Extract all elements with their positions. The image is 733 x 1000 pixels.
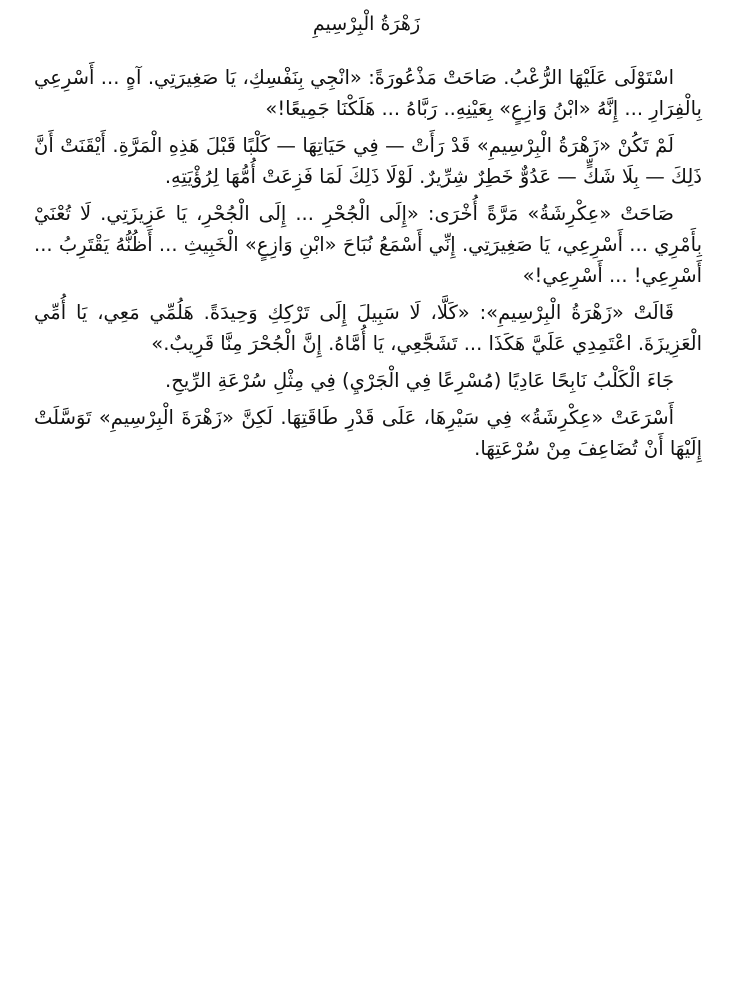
paragraph: أَسْرَعَتْ «عِكْرِشَةُ» فِي سَيْرِهَا، عَلَى قَدْرِ طَاقَتِهَا. لَكِنَّ «زَهْرَةَ الْبِرْسِيمِ» تَوَسَّلَتْ إِلَيْهَا أَنْ تُضَاعِفَ مِنْ سُرْعَتِهَا.: [34, 406, 702, 460]
page-title: زَهْرَةُ الْبِرْسِيمِ: [312, 13, 421, 35]
paragraph: لَمْ تَكُنْ «زَهْرَةُ الْبِرْسِيمِ» قَدْ رَأَتْ — فِي حَيَاتِهَا — كَلْبًا قَبْلَ هَذِهِ الْمَرَّةِ. أَيْقَنَتْ أَنَّ ذَلِكَ — بِلَا شَكٍّ — عَدُوٌّ خَطِرٌ شِرِّيرٌ. لَوْلَا ذَلِكَ لَمَا فَزِعَتْ أُمُّهَا لِرُؤْيَتِهِ.: [34, 134, 702, 188]
paragraph: صَاحَتْ «عِكْرِشَةُ» مَرَّةً أُخْرَى: «إِلَى الْجُحْرِ ... إِلَى الْجُحْرِ، يَا عَزِيزَتِي. لَا تُعْنَيْ بِأَمْرِي ... أَسْرِعِي، يَا صَغِيرَتِي. إِنِّي أَسْمَعُ نُبَاحَ «ابْنِ وَازِعٍ» الْخَبِيثِ ... أَظُنُّهُ يَقْتَرِبُ ... أَسْرِعِي! ... أَسْرِعِي!»: [34, 202, 702, 287]
paragraph: اسْتَوْلَى عَلَيْهَا الرُّعْبُ. صَاحَتْ مَذْعُورَةً: «انْجِي بِنَفْسِكِ، يَا صَغِيرَتِي. آهٍ ... أَسْرِعِي بِالْفِرَارِ ... إِنَّهُ «ابْنُ وَازِعٍ» بِعَيْنِهِ.. رَبَّاهُ ... هَلَكْنَا جَمِيعًا!»: [34, 66, 702, 120]
paragraph: جَاءَ الْكَلْبُ نَابِحًا عَادِيًا (مُسْرِعًا فِي الْجَرْيِ) فِي مِثْلِ سُرْعَةِ الرِّيحِ.: [165, 369, 674, 392]
story-text: [34, 62, 702, 470]
paragraph: قَالَتْ «زَهْرَةُ الْبِرْسِيمِ»: «كَلَّا، لَا سَبِيلَ إِلَى تَرْكِكِ وَحِيدَةً. هَلُمِّي مَعِي، يَا أُمِّي الْعَزِيزَةَ. اعْتَمِدِي عَلَيَّ هَكَذَا ... تَشَجَّعِي، يَا أُمَّاهُ. إِنَّ الْجُحْرَ مِنَّا قَرِيبٌ.»: [34, 301, 702, 355]
